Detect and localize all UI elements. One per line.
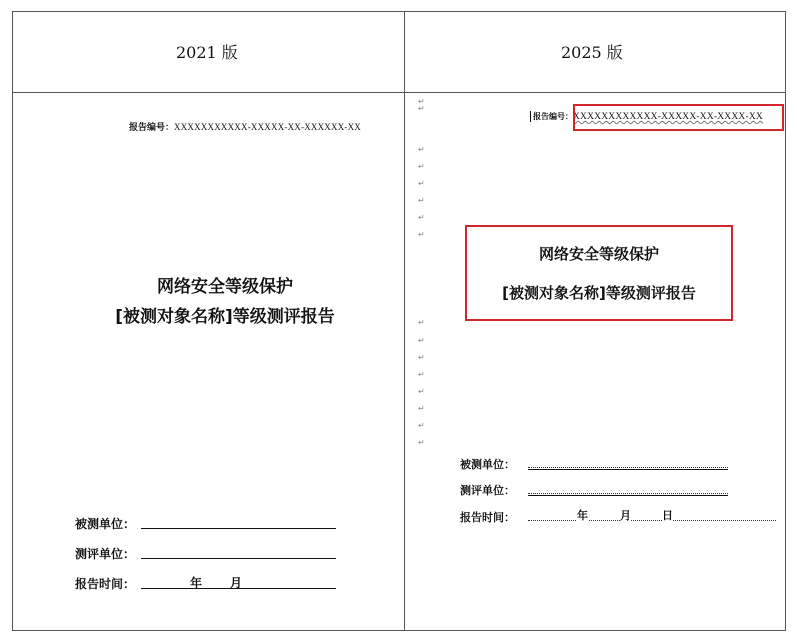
right-tested-unit-label: 被测单位： [460,458,515,471]
para-mark: ↵ [418,353,425,362]
para-mark: ↵ [418,230,425,239]
left-tested-unit-line [141,528,336,529]
right-tested-unit-underline [528,469,728,470]
para-mark: ↵ [418,179,425,188]
left-report-number [129,120,361,133]
right-eval-unit-underline [528,495,728,496]
column-divider [404,11,405,631]
para-mark: ↵ [418,370,425,379]
right-tested-unit-line [528,467,728,468]
left-eval-unit-line [141,558,336,559]
left-month-label: 月 [230,576,243,590]
right-report-number-label: 报告编号： [533,112,573,121]
para-mark: ↵ [418,421,425,430]
right-report-time-line [528,520,776,521]
para-mark: ↵ [418,318,425,327]
para-mark: ↵ [418,387,425,396]
para-mark: ↵ [418,404,425,413]
para-mark: ↵ [418,145,425,154]
right-year-label: 年 [577,509,588,522]
left-report-number-label: 报告编号： [129,123,175,133]
para-mark: ↵ [418,336,425,345]
header-2025: 2025 版 [561,43,623,62]
left-tested-unit-label: 被测单位： [75,517,136,531]
right-report-time-label: 报告时间： [460,511,515,524]
para-mark: ↵ [418,438,425,447]
para-mark: ↵ [418,196,425,205]
left-report-time-label: 报告时间： [75,577,136,591]
header-divider [12,92,786,93]
right-report-number-value: XXXXXXXXXXXX-XXXXX-XX-XXXX-XX [573,112,763,122]
para-mark: ↵ [418,162,425,171]
right-day-label: 日 [662,509,673,522]
left-year-label: 年 [190,576,203,590]
right-eval-unit-line [528,493,728,494]
left-eval-unit-label: 测评单位： [75,547,136,561]
left-report-number-value: XXXXXXXXXXX-XXXXX-XX-XXXXXX-XX [174,122,361,132]
left-title-line2: [被测对象名称]等级测评报告 [115,307,335,327]
right-month-label: 月 [620,509,631,522]
para-mark: ↵ [418,97,425,106]
right-title-line1: 网络安全等级保护 [538,245,659,263]
report-number-highlight-box [573,104,784,131]
left-title-line1: 网络安全等级保护 [157,277,293,297]
title-highlight-box [465,225,733,321]
para-mark: ↵ [418,213,425,222]
header-2021: 2021 版 [176,43,238,62]
right-eval-unit-label: 测评单位： [460,484,515,497]
right-title-line2: [被测对象名称]等级测评报告 [502,284,696,302]
para-mark: ↵ [418,104,425,113]
